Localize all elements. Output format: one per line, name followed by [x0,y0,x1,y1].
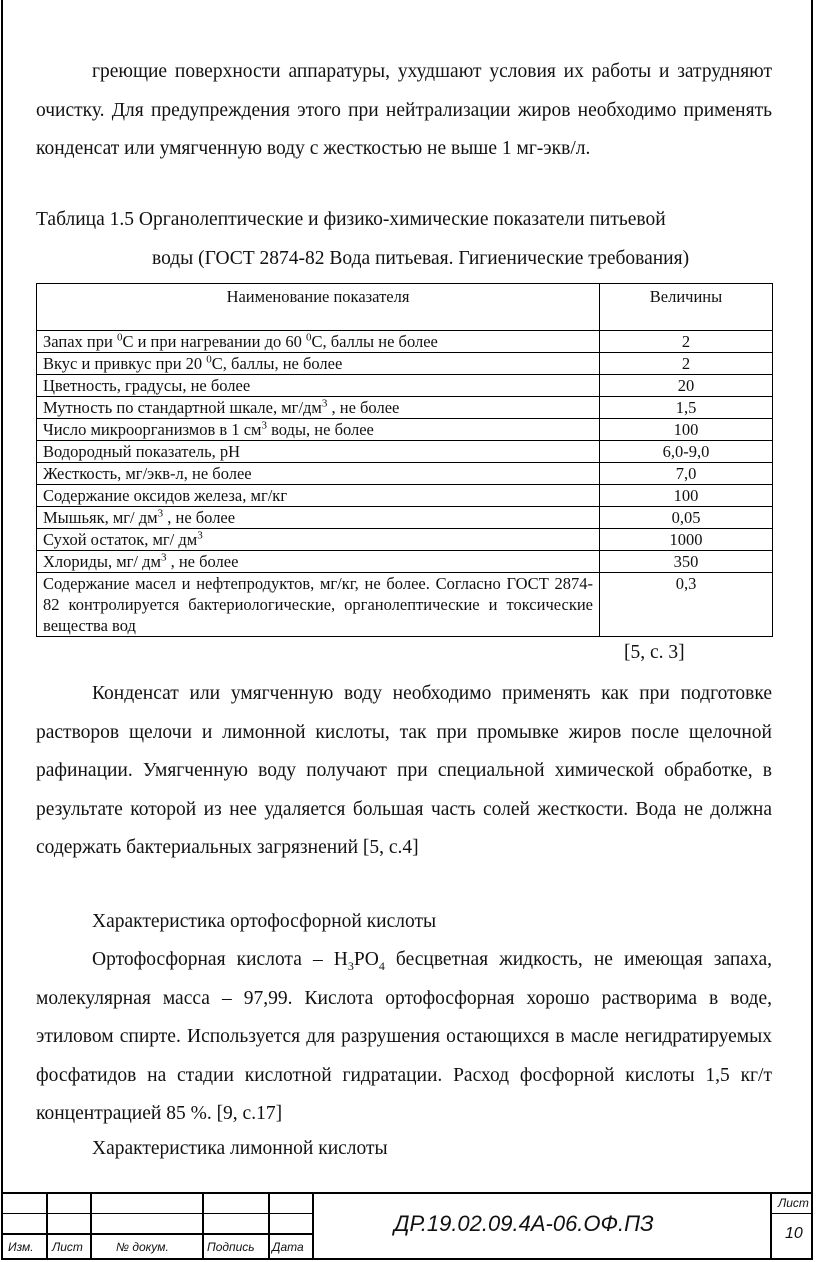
row-value: 2 [600,331,773,353]
water-indicators-table [36,283,773,637]
row-name: Жесткость, мг/экв-л, не более [37,463,600,485]
table-row [37,507,773,529]
stamp-label-signature: Подпись [207,1240,255,1254]
row-name: Содержание масел и нефтепродуктов, мг/кг, не более. Согласно ГОСТ 2874-82 контролируется бактериологические, органолептические и токсические вещества вод [37,573,600,637]
table-row [37,485,773,507]
table-row [37,375,773,397]
row-value: 20 [600,375,773,397]
table-row [37,331,773,353]
stamp-label-izm: Изм. [8,1240,34,1254]
row-value: 7,0 [600,463,773,485]
row-name: Мутность по стандартной шкале, $мг/дм^3$ , не более [37,397,600,419]
row-value: 350 [600,551,773,573]
table-caption-line-2: воды (ГОСТ 2874-82 Вода питьевая. Гигиенические требования) [152,248,690,269]
heading-citric-acid: Характеристика лимонной кислоты [92,1138,388,1159]
row-value: 100 [600,485,773,507]
table-row [37,353,773,375]
paragraph-3: Ортофосфорная кислота – $H_3PO_4$ бесцветная жидкость, не имеющая запаха, молекулярная масса – 97,99. Кислота ортофосфорная хорошо растворима в воде, этиловом спирте. Используется для разрушения остающихся в масле негидратируемых фосфатидов на стадии кислотной гидратации. Расход фосфорной кислоты 1,5 кг/т концентрацией 85 %. [9, с.17] [36,949,772,1124]
title-block-stamp [2,1192,812,1260]
row-name: Число микроорганизмов в 1 $см^3$ воды, не более [37,419,600,441]
table-row [37,441,773,463]
row-value: 1,5 [600,397,773,419]
row-name: Хлориды, мг/ $дм^3$ , не более [37,551,600,573]
row-value: 1000 [600,529,773,551]
paragraph-1: греющие поверхности аппаратуры, ухудшают условия их работы и затрудняют очистку. Для предупреждения этого при нейтрализации жиров необходимо применять конденсат или умягченную воду с жесткостью не выше 1 мг-экв/л. [36,61,772,159]
table-row [37,551,773,573]
stamp-label-doc-number: № докум. [116,1240,169,1254]
sheet-number: 10 [785,1225,803,1242]
header-values: Величины [600,284,773,331]
table-caption-line-1: Таблица 1.5 Органолептические и физико-химические показатели питьевой [36,209,666,230]
paragraph-2: Конденсат или умягченную воду необходимо применять как при подготовке растворов щелочи и лимонной кислоты, так при промывке жиров после щелочной рафинации. Умягченную воду получают при специальной химической обработке, в результате которой из нее удаляется большая часть солей жесткости. Вода не должна содержать бактериальных загрязнений [5, с.4] [36,683,772,858]
row-name: Запах при $^0$С и при нагревании до 60 $^0$С, баллы не более [37,331,600,353]
row-value: 100 [600,419,773,441]
table-row [37,573,773,637]
stamp-label-date: Дата [272,1240,304,1254]
row-name: Цветность, градусы, не более [37,375,600,397]
row-name: Мышьяк, мг/ $дм^3$ , не более [37,507,600,529]
row-value: 0,3 [600,573,773,637]
table-row [37,529,773,551]
table-reference: [5, с. 3] [624,642,685,663]
stamp-label-list: Лист [52,1240,83,1254]
table-row [37,463,773,485]
document-code: ДР.19.02.09.4А-06.ОФ.ПЗ [394,1211,654,1236]
table-header-row [37,284,773,331]
row-name: Сухой остаток, мг/ $дм^3$ [37,529,600,551]
sheet-label: Лист [778,1196,809,1210]
table-row [37,397,773,419]
row-value: 6,0-9,0 [600,441,773,463]
row-name: Водородный показатель, рН [37,441,600,463]
row-value: 0,05 [600,507,773,529]
row-value: 2 [600,353,773,375]
header-indicator-name: Наименование показателя [37,284,600,331]
row-name: Содержание оксидов железа, мг/кг [37,485,600,507]
row-name: Вкус и привкус при 20 $^0$С, баллы, не более [37,353,600,375]
heading-phosphoric-acid: Характеристика ортофосфорной кислоты [92,911,437,932]
table-row [37,419,773,441]
